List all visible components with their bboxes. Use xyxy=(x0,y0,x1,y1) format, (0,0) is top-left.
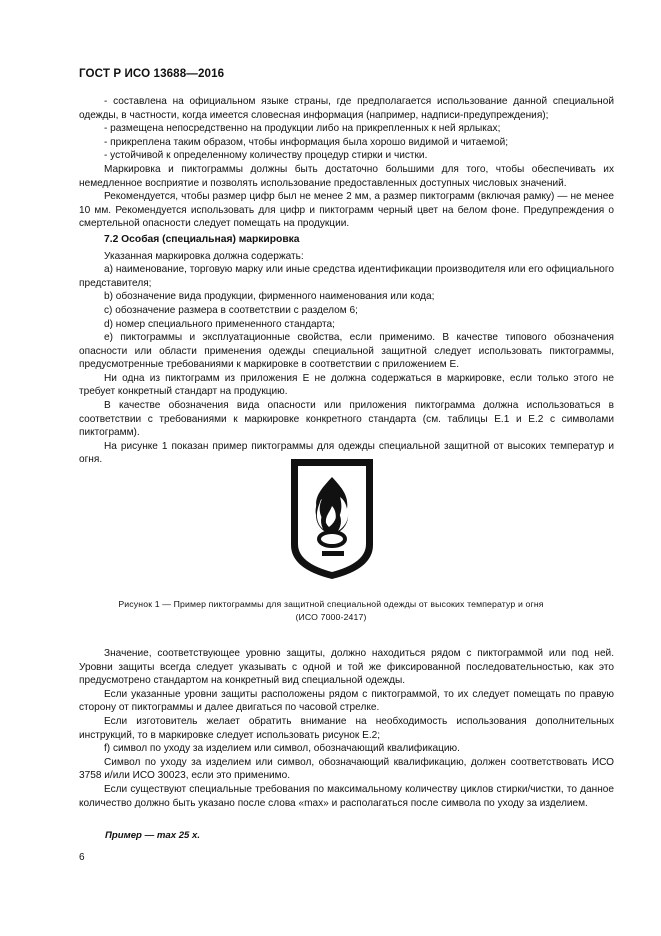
paragraph: - прикреплена таким образом, чтобы информация была хорошо видимой и читаемой; xyxy=(104,136,509,148)
list-item-c: с) обозначение размера в соответствии с разделом 6; xyxy=(104,304,358,316)
paragraph: Если изготовитель желает обратить внимание на необходимость использования дополнительных инструкций, то в маркировке следует использовать рисунок Е.2; xyxy=(79,715,614,741)
paragraph: Рекомендуется, чтобы размер цифр был не менее 2 мм, а размер пиктограмм (включая рамку) — не менее 10 мм. Рекомендуется использовать для цифр и пиктограмм черный цвет на белом фоне. Предупреждения о смертельной опасности следует помещать на продукции. xyxy=(79,191,614,230)
paragraph: Если существуют специальные требования по максимальному количеству циклов стирки/чистки, то данное количество должно быть указано после слова «max» и располагаться после символа по уходу за изделием. xyxy=(79,783,614,809)
paragraph: В качестве обозначения вида опасности или приложения пиктограмма должна использоваться в соответствии с требованиями к маркировке конкретного стандарта (см. таблицы Е.1 и Е.2 с символами пиктограмм). xyxy=(79,400,614,439)
caption-line: Рисунок 1 — Пример пиктограммы для защитной специальной одежды от высоких температур и огня xyxy=(118,599,544,609)
paragraph: - размещена непосредственно на продукции либо на прикрепленных к ней ярлыках; xyxy=(104,123,501,135)
paragraph: Маркировка и пиктограммы должны быть достаточно большими для того, чтобы обеспечивать их немедленное восприятие и позволять использование предоставленных доступных числовых значений. xyxy=(79,163,614,189)
caption-line: (ИСО 7000-2417) xyxy=(295,612,367,622)
protection-levels-block xyxy=(79,647,614,810)
example-note: Пример — max 25 x. xyxy=(105,830,201,841)
requirements-list-block xyxy=(79,95,614,467)
paragraph: Ни одна из пиктограмм из приложения Е не должна содержаться в маркировке, если только этого не требует конкретный стандарт на продукцию. xyxy=(79,372,614,398)
list-item-d: d) номер специального примененного стандарта; xyxy=(104,318,335,330)
list-item-f: f) символ по уходу за изделием или символ, обозначающий квалификацию. xyxy=(104,743,460,755)
paragraph: - устойчивой к определенному количеству процедур стирки и чистки. xyxy=(104,150,428,162)
paragraph: Значение, соответствующее уровню защиты, должно находиться рядом с пиктограммой или под ней. Уровни защиты всегда следует указывать с одной и той же фиксированной последовательностью, как это предусмотрено стандартом на конкретный вид специальной одежды. xyxy=(79,648,614,687)
paragraph: Символ по уходу за изделием или символ, обозначающий квалификацию, должен соответствовать ИСО 3758 и/или ИСО 30023, если это применимо. xyxy=(79,756,614,782)
list-item-a: а) наименование, торговую марку или иные средства идентификации производителя или его официального представителя; xyxy=(79,264,614,289)
paragraph: Указанная маркировка должна содержать: xyxy=(104,250,304,262)
document-header: ГОСТ Р ИСО 13688—2016 xyxy=(79,67,225,80)
paragraph: Если указанные уровни защиты расположены рядом с пиктограммой, то их следует помещать по правую сторону от пиктограммы и далее двигаться по часовой стрелке. xyxy=(79,688,614,714)
flame-shield-icon xyxy=(289,457,375,581)
paragraph: - составлена на официальном языке страны, где предполагается использование данной специальной одежды, в частности, когда имеется словесная информация (например, надписи-предупреждения); xyxy=(79,96,614,121)
section-heading: 7.2 Особая (специальная) маркировка xyxy=(104,233,300,245)
figure-caption xyxy=(79,598,583,624)
list-item-b: b) обозначение вида продукции, фирменного наименования или кода; xyxy=(104,291,435,303)
paragraph: На рисунке 1 показан пример пиктограммы для одежды специальной защитной от высоких температур и огня. xyxy=(79,440,614,466)
list-item-e: е) пиктограммы и эксплуатационные свойства, если применимо. В качестве типового обозначения опасности или области применения одежды специальной защитной следует использовать пиктограммы, предусмотренные требованиями к маркировке в соответствии с приложением Е. xyxy=(79,332,614,371)
page-number: 6 xyxy=(79,852,85,863)
